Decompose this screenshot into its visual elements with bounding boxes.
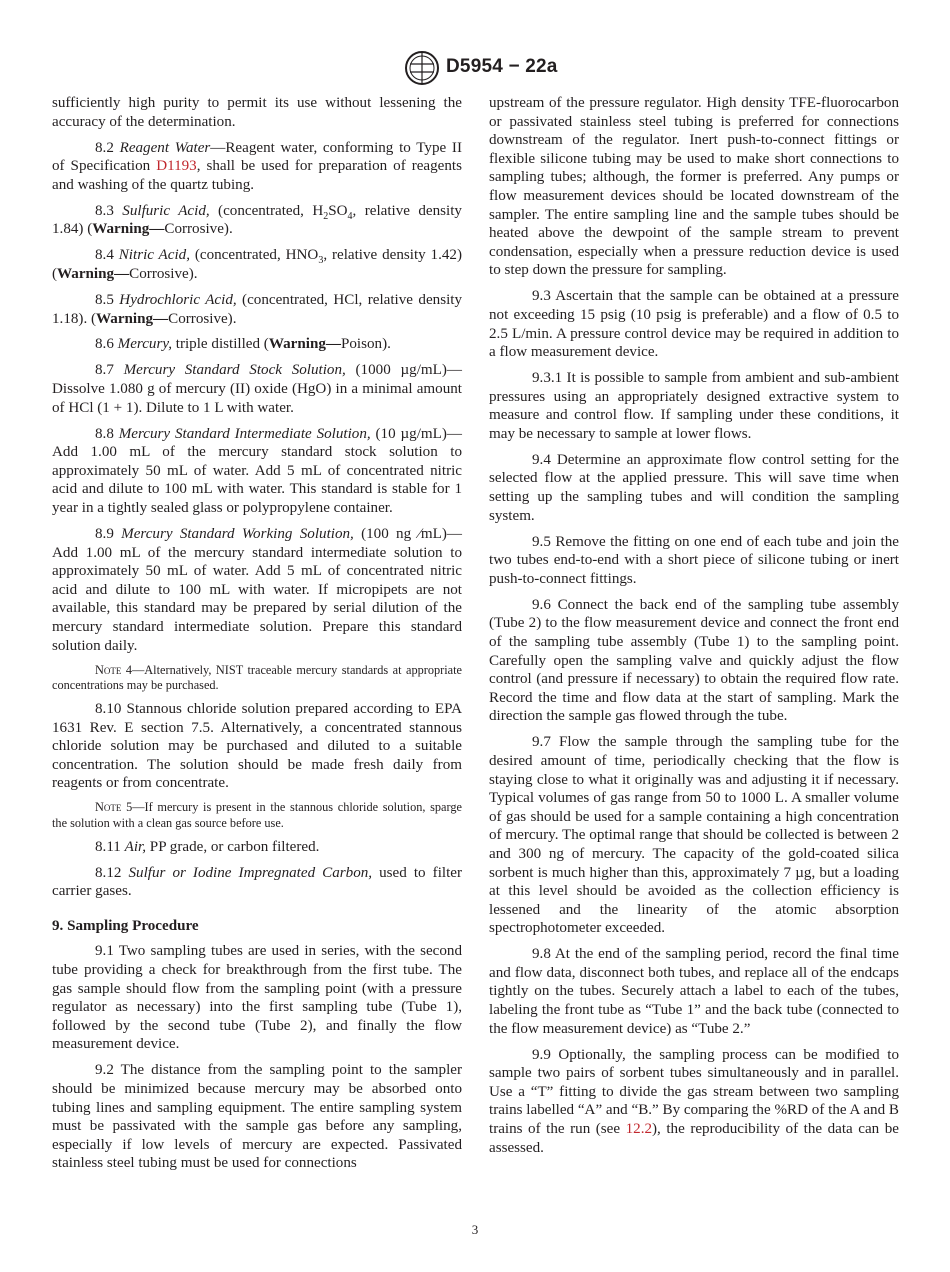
page-header xyxy=(0,50,950,86)
paragraph-8-9: 8.9 Mercury Standard Working Solution, (100 ng ⁄mL)—Add 1.00 mL of the mercury standard intermediate solution to approximately 50 mL of water. Add 5 mL of concentrated nitric acid and dilute to 100 mL with water. If micropipets are not available, this standard may be prepared by serial dilution of the mercury standard intermediate solution. Prepare this standard solution daily. xyxy=(52,526,462,654)
paragraph-9-7: 9.7 Flow the sample through the sampling tube for the desired amount of time, periodically checking that the flow is staying close to what it originally was and adjusting it if necessary. Typical volumes of gas range from 50 to 1000 L. A smaller volume of gas should be used for a sample containing a high concentration of mercury. The optimal range that should be collected is between 2 and 300 ng of mercury. The capacity of the gold-coated silica sorbent is much higher than this, approximately 7 µg, but a loading at this level should be avoided as the collection efficiency is lessened and the linearity of the atomic absorption spectrophotometer exceeded. xyxy=(489,734,899,937)
paragraph-8-7: 8.7 Mercury Standard Stock Solution, (1000 µg/mL)—Dissolve 1.080 g of mercury (II) oxide (HgO) in a minimal amount of HCl (1 + 1). Dilute to 1 L with water. xyxy=(52,362,463,416)
paragraph-8-11: 8.11 Air, PP grade, or carbon filtered. xyxy=(95,838,320,855)
note-5: Note 5—If mercury is present in the stannous chloride solution, sparge the solution with a clean gas source before use. xyxy=(52,800,462,830)
paragraph-9-9: 9.9 Optionally, the sampling process can be modified to sample two pairs of sorbent tubes simultaneously and in parallel. Use a “T” fitting to divide the gas stream between two sampling trains labelled “A” and “B.” By comparing the %RD of the A and B trains of the run (see 12.2), the reproducibility of the data can be assessed. xyxy=(489,1046,899,1156)
paragraph-8-2: 8.2 Reagent Water—Reagent water, conforming to Type II of Specification D1193, shall be used for preparation of reagents and washing of the quartz tubing. xyxy=(52,139,462,193)
paragraph-9-5: 9.5 Remove the fitting on one end of each tube and join the two tubes end-to-end with a short piece of silicone tubing or inert push-to-connect fittings. xyxy=(489,533,899,587)
link-d1193[interactable]: D1193 xyxy=(156,158,197,175)
paragraph-8-12: 8.12 Sulfur or Iodine Impregnated Carbon, used to filter carrier gases. xyxy=(52,864,462,900)
paragraph-9-6: 9.6 Connect the back end of the sampling tube assembly (Tube 2) to the flow measurement device and connect the front end of the sampling tube assembly (Tube 1) to the sampling point. Carefully open the sampling valve and quickly adjust the flow control (and pressure if necessary) to obtain the required flow rate. Record the time and flow data at the start of sampling. Mark the direction the sample gas flowed through the tube. xyxy=(489,596,899,725)
paragraph-continuation-right: upstream of the pressure regulator. High density TFE-fluorocarbon or passivated stainless steel tubing is preferred for connections downstream of the regulator. Inert push-to-connect fittings or flexible silicone tubing may be used to make short connections to sampling tubes; although, the former is preferred. Any pumps or flow measurement devices should be located downstream of the sampler. The entire sampling line and the sample tubes should be heated above the dewpoint of the sample stream to prevent condensation, especially when a pressure reduction device is used to step down the pressure for sampling. xyxy=(489,95,899,279)
astm-logo-icon xyxy=(404,50,440,86)
link-12-2[interactable]: 12.2 xyxy=(625,1121,653,1137)
paragraph-continuation: sufficiently high purity to permit its use without lessening the accuracy of the determination. xyxy=(52,95,462,130)
paragraph-9-3: 9.3 Ascertain that the sample can be obtained at a pressure not exceeding 15 psig (10 psig is preferable) and a flow of 0.5 to 2.5 L/min. A pressure control device may be required in addition to a flow measurement device. xyxy=(489,288,899,361)
section-9-heading: 9. Sampling Procedure xyxy=(52,917,199,934)
paragraph-8-6: 8.6 Mercury, triple distilled (Warning—Poison). xyxy=(95,336,391,353)
paragraph-8-4: 8.4 Nitric Acid, (concentrated, $HNO_3$, relative density 1.42) (Warning—Corrosive). xyxy=(52,247,462,282)
paragraph-9-4: 9.4 Determine an approximate flow control setting for the selected flow at the applied pressure. This will save time when setting up the sampling tubes and will condition the sampling system. xyxy=(489,451,899,524)
paragraph-9-3-1: 9.3.1 It is possible to sample from ambient and sub-ambient pressures using an appropriately designed extractive system to measure and control flow. If sampling under these conditions, it may be necessary to sample at lower flows. xyxy=(489,370,899,442)
paragraph-8-5: 8.5 Hydrochloric Acid, (concentrated, HCl, relative density 1.18). (Warning—Corrosive). xyxy=(52,291,463,327)
paragraph-8-10: 8.10 Stannous chloride solution prepared according to EPA 1631 Rev. E section 7.5. Alternatively, a concentrated stannous chloride solution may be purchased and diluted to a suitable concentration. The solution should be made fresh daily from reagents or from concentrate. xyxy=(52,700,462,792)
left-column xyxy=(52,94,462,1180)
paragraph-9-8: 9.8 At the end of the sampling period, record the final time and flow data, disconnect both tubes, and replace all of the endcaps tightly on the tubes. Securely attach a label to each of the tubes, labeling the front tube as “Tube 1” and the back tube (connected to the flow measurement device) as “Tube 2.” xyxy=(489,946,899,1037)
page-number: 3 xyxy=(471,1222,479,1237)
note-4: Note 4—Alternatively, NIST traceable mercury standards at appropriate concentrations may be purchased. xyxy=(52,662,462,692)
paragraph-8-8: 8.8 Mercury Standard Intermediate Solution, (10 µg/mL)—Add 1.00 mL of the mercury standard stock solution to approximately 50 mL of water. Add 5 mL of concentrated nitric acid and dilute to 100 mL with water. This standard is stable for 1 year in a tightly sealed glass or polypropylene container. xyxy=(52,425,463,517)
right-column xyxy=(489,94,899,1165)
document-designation: D5954 − 22a xyxy=(446,56,558,77)
paragraph-8-3: 8.3 Sulfuric Acid, (concentrated, $H_2SO_4$, relative density 1.84) (Warning—Corrosive). xyxy=(52,202,462,238)
paragraph-9-2: 9.2 The distance from the sampling point to the sampler should be minimized because mercury may be absorbed onto tubing lines and sampling equipment. The entire sampling system must be passivated with the sample gas before any sampling, especially if low levels of mercury are expected. Passivated stainless steel tubing must be used for connections xyxy=(52,1062,462,1172)
paragraph-9-1: 9.1 Two sampling tubes are used in series, with the second tube providing a check for breakthrough from the first tube. The gas sample should flow from the sampling point (with a pressure regulator as necessary) into the first sampling tube (Tube 1), followed by the second tube (Tube 2), and finally the flow measurement device. xyxy=(52,943,462,1053)
